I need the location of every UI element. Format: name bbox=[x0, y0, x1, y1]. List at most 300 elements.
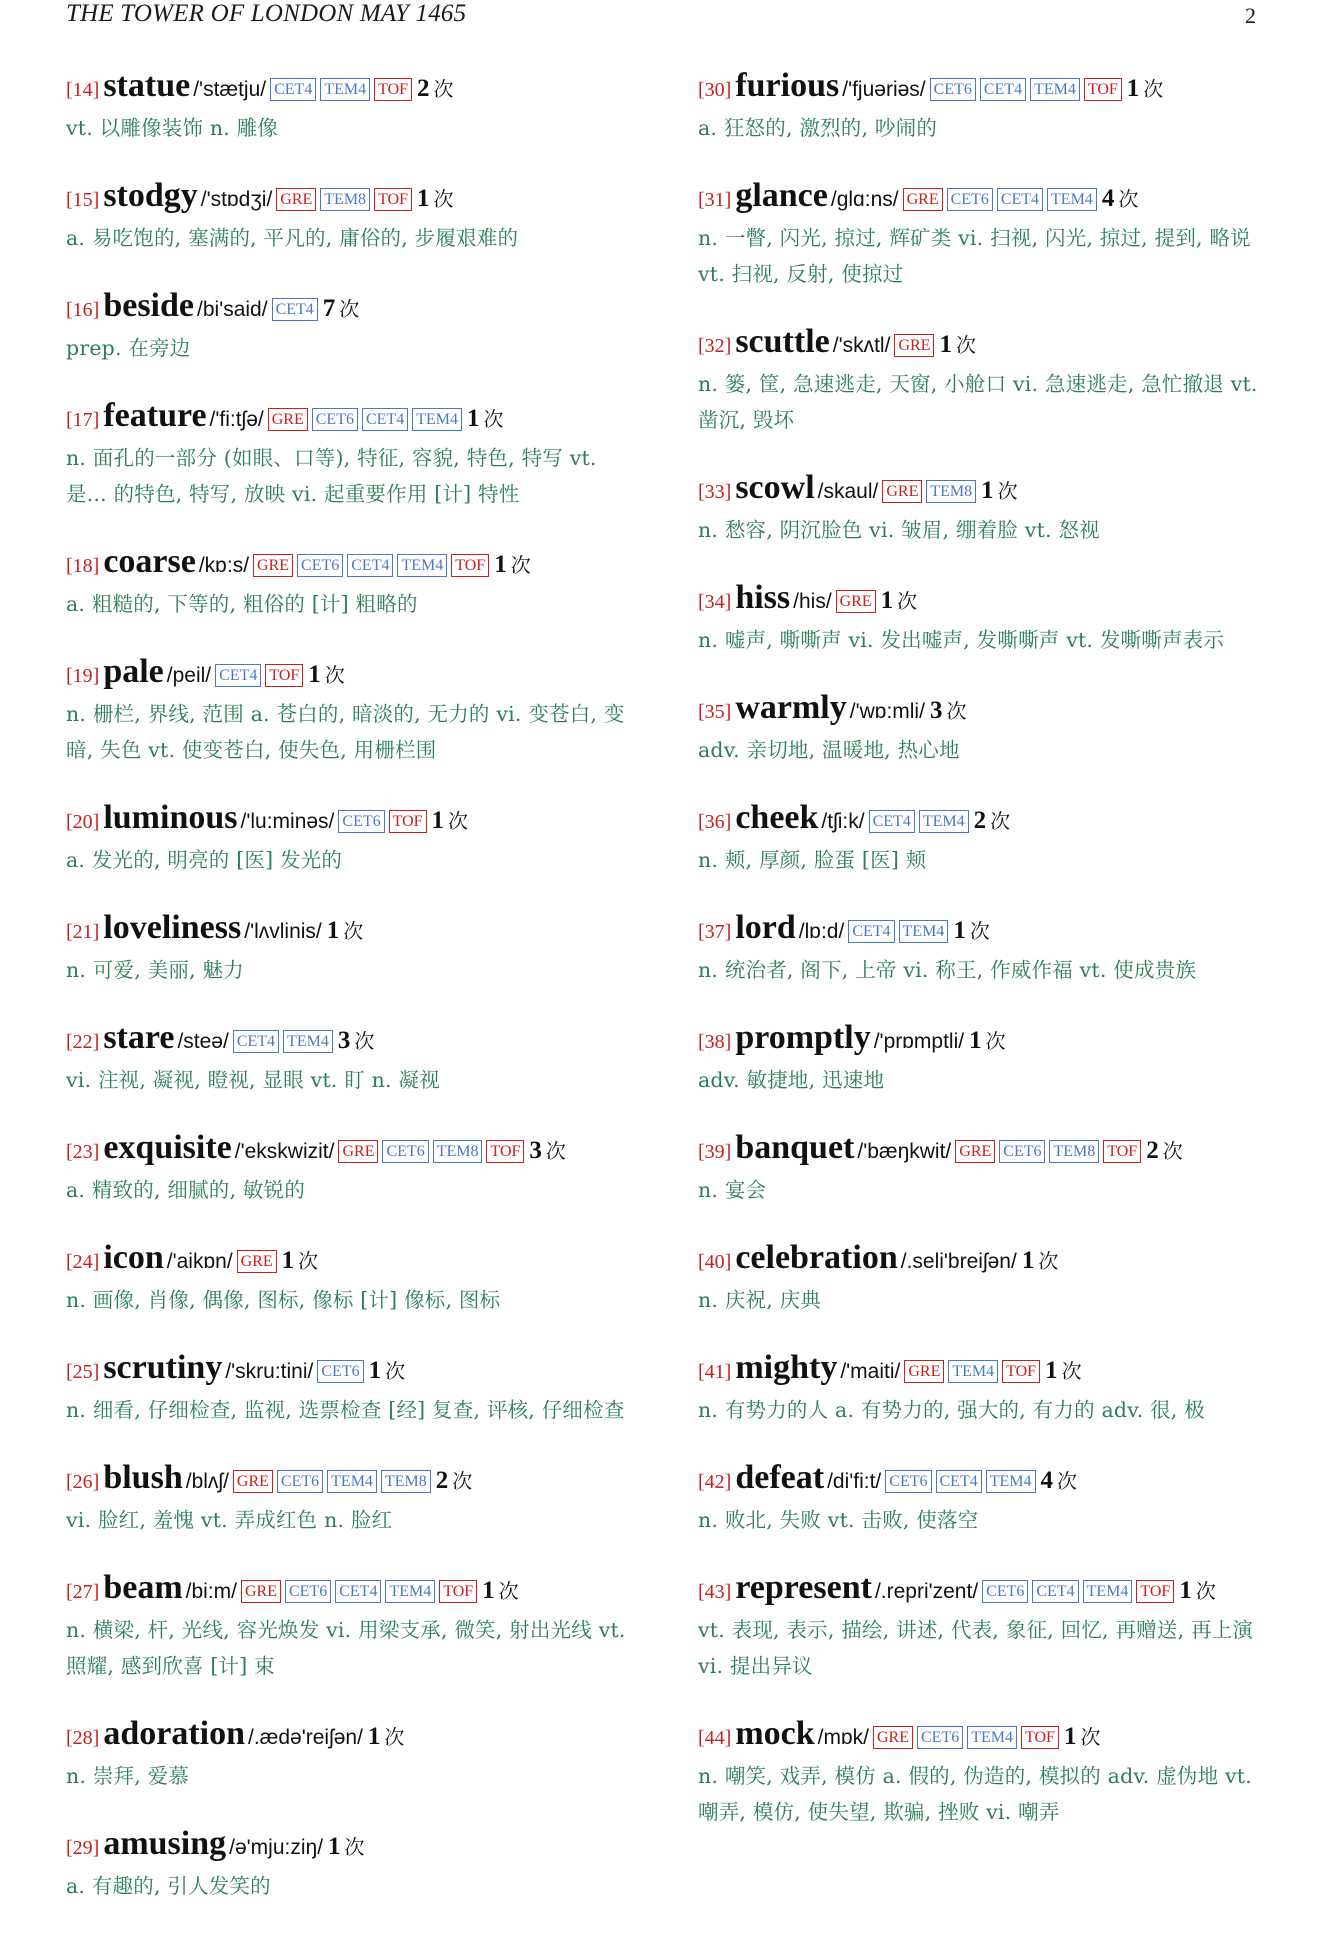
phonetic: /his/ bbox=[793, 590, 832, 613]
entry-index: [39] bbox=[698, 1141, 732, 1163]
headword: warmly bbox=[735, 689, 847, 726]
frequency-count: 1 bbox=[939, 331, 952, 358]
frequency-count: 1 bbox=[368, 1357, 382, 1384]
exam-tag: TOF bbox=[1002, 1360, 1040, 1383]
entry-headline bbox=[698, 908, 1272, 952]
entry-index: [15] bbox=[66, 189, 100, 211]
entry-headline bbox=[66, 286, 640, 330]
headword: beam bbox=[103, 1569, 183, 1606]
vocab-entry bbox=[66, 1128, 640, 1208]
frequency-count: 1 bbox=[326, 917, 340, 944]
frequency-count: 4 bbox=[1040, 1467, 1053, 1494]
definition: vt. 表现, 表示, 描绘, 讲述, 代表, 象征, 回忆, 再赠送, 再上演 vi. 提出异议 bbox=[698, 1618, 1254, 1678]
headword: cheek bbox=[735, 799, 819, 836]
entry-headline bbox=[698, 322, 1272, 366]
headword: luminous bbox=[103, 799, 238, 836]
entry-index: [35] bbox=[698, 701, 732, 723]
exam-tag: CET6 bbox=[312, 408, 358, 431]
exam-tag: GRE bbox=[233, 1470, 273, 1493]
vocab-entry bbox=[698, 1018, 1272, 1098]
frequency-count: 1 bbox=[1179, 1577, 1192, 1604]
headword: promptly bbox=[735, 1019, 871, 1056]
exam-tag: TEM8 bbox=[926, 480, 976, 503]
exam-tag: TOF bbox=[1136, 1580, 1174, 1603]
headword: pale bbox=[103, 653, 164, 690]
entry-headline bbox=[698, 1018, 1272, 1062]
headword: adoration bbox=[103, 1715, 246, 1752]
phonetic: /kɒ:s/ bbox=[198, 554, 250, 577]
frequency-count: 1 bbox=[953, 917, 966, 944]
vocab-entry bbox=[698, 468, 1272, 548]
headword: exquisite bbox=[103, 1129, 232, 1166]
exam-tag: CET6 bbox=[317, 1360, 363, 1383]
frequency-unit: 次 bbox=[343, 919, 364, 943]
headword: glance bbox=[735, 177, 828, 214]
exam-tag: TOF bbox=[1103, 1140, 1141, 1163]
entry-index: [37] bbox=[698, 921, 732, 943]
phonetic: /'skʌtl/ bbox=[832, 334, 891, 357]
frequency-unit: 次 bbox=[339, 297, 360, 321]
frequency-count: 1 bbox=[328, 1833, 341, 1860]
headword: banquet bbox=[735, 1129, 855, 1166]
entry-headline bbox=[66, 908, 640, 952]
definition: a. 易吃饱的, 塞满的, 平凡的, 庸俗的, 步履艰难的 bbox=[66, 226, 519, 250]
frequency-count: 1 bbox=[417, 185, 430, 212]
exam-tag: TEM8 bbox=[1049, 1140, 1099, 1163]
definition: n. 篓, 筐, 急速逃走, 天窗, 小舱口 vi. 急速逃走, 急忙撤退 vt. 凿沉, 毁坏 bbox=[698, 372, 1258, 432]
entry-headline bbox=[66, 1714, 640, 1758]
phonetic: /peil/ bbox=[166, 664, 212, 687]
definition: n. 可爱, 美丽, 魅力 bbox=[66, 958, 244, 982]
frequency-count: 3 bbox=[337, 1027, 351, 1054]
entry-index: [26] bbox=[66, 1471, 100, 1493]
phonetic: /'maiti/ bbox=[840, 1360, 901, 1383]
definition: n. 嘘声, 嘶嘶声 vi. 发出嘘声, 发嘶嘶声 vt. 发嘶嘶声表示 bbox=[698, 628, 1225, 652]
exam-tag: CET4 bbox=[335, 1580, 381, 1603]
definition: n. 统治者, 阁下, 上帝 vi. 称王, 作威作福 vt. 使成贵族 bbox=[698, 958, 1197, 982]
entry-index: [23] bbox=[66, 1141, 100, 1163]
definition: n. 颊, 厚颜, 脸蛋 [医] 颊 bbox=[698, 848, 927, 872]
phonetic: /bi:m/ bbox=[185, 1580, 237, 1603]
definition: vi. 脸红, 羞愧 vt. 弄成红色 n. 脸红 bbox=[66, 1508, 393, 1532]
exam-tag: TOF bbox=[451, 554, 489, 577]
frequency-count: 7 bbox=[322, 295, 336, 322]
entry-index: [36] bbox=[698, 811, 732, 833]
entry-headline bbox=[66, 1238, 640, 1282]
exam-tag: TOF bbox=[1084, 78, 1122, 101]
vocab-entry bbox=[66, 542, 640, 622]
frequency-unit: 次 bbox=[1057, 1469, 1077, 1493]
vocab-entry bbox=[66, 1824, 640, 1904]
entry-index: [20] bbox=[66, 811, 100, 833]
exam-tag: TOF bbox=[439, 1580, 477, 1603]
vocab-entry bbox=[698, 1348, 1272, 1428]
vocab-entry bbox=[66, 1568, 640, 1684]
headword: defeat bbox=[735, 1459, 825, 1496]
entry-index: [21] bbox=[66, 921, 100, 943]
vocab-entry bbox=[698, 66, 1272, 146]
exam-tag: TEM4 bbox=[397, 554, 447, 577]
frequency-count: 2 bbox=[417, 75, 430, 102]
frequency-count: 1 bbox=[1045, 1357, 1058, 1384]
entry-headline bbox=[698, 1714, 1272, 1758]
page-number: 2 bbox=[1245, 3, 1256, 28]
definition: n. 嘲笑, 戏弄, 模仿 a. 假的, 伪造的, 模拟的 adv. 虚伪地 vt. 嘲弄, 模仿, 使失望, 欺骗, 挫败 vi. 嘲弄 bbox=[698, 1764, 1252, 1824]
vocab-entry bbox=[66, 798, 640, 878]
vocab-entry bbox=[66, 1348, 640, 1428]
entry-headline bbox=[66, 176, 640, 220]
definition: n. 细看, 仔细检查, 监视, 选票检查 [经] 复查, 评核, 仔细检查 bbox=[66, 1398, 625, 1422]
frequency-count: 1 bbox=[482, 1577, 495, 1604]
right-column bbox=[698, 66, 1272, 1860]
exam-tag: CET4 bbox=[980, 78, 1026, 101]
vocab-entry bbox=[698, 908, 1272, 988]
entry-headline bbox=[698, 468, 1272, 512]
frequency-count: 4 bbox=[1101, 185, 1115, 212]
vocab-entry bbox=[698, 578, 1272, 658]
entry-index: [18] bbox=[66, 555, 100, 577]
frequency-unit: 次 bbox=[1162, 1139, 1183, 1163]
definition: n. 崇拜, 爱慕 bbox=[66, 1764, 190, 1788]
phonetic: /'fi:tʃə/ bbox=[209, 408, 264, 431]
definition: n. 画像, 肖像, 偶像, 图标, 像标 [计] 像标, 图标 bbox=[66, 1288, 501, 1312]
entry-headline bbox=[698, 578, 1272, 622]
frequency-count: 1 bbox=[466, 405, 480, 432]
left-column bbox=[66, 66, 640, 1934]
exam-tag: TOF bbox=[374, 188, 412, 211]
phonetic: /skaul/ bbox=[817, 480, 879, 503]
phonetic: /'stɒdʒi/ bbox=[200, 188, 273, 211]
exam-tag: GRE bbox=[241, 1580, 281, 1603]
exam-tag: TEM4 bbox=[948, 1360, 998, 1383]
entry-index: [29] bbox=[66, 1837, 100, 1859]
exam-tag: CET6 bbox=[917, 1726, 963, 1749]
vocab-entry bbox=[66, 1714, 640, 1794]
frequency-count: 1 bbox=[880, 587, 894, 614]
exam-tag: TEM4 bbox=[385, 1580, 435, 1603]
definition: a. 发光的, 明亮的 [医] 发光的 bbox=[66, 848, 343, 872]
phonetic: /bi'said/ bbox=[197, 298, 268, 321]
entry-index: [22] bbox=[66, 1031, 100, 1053]
definition: vt. 以雕像装饰 n. 雕像 bbox=[66, 116, 279, 140]
frequency-count: 1 bbox=[1126, 75, 1140, 102]
frequency-unit: 次 bbox=[545, 1139, 566, 1163]
exam-tag: CET6 bbox=[285, 1580, 331, 1603]
frequency-unit: 次 bbox=[1195, 1579, 1216, 1603]
definition: adv. 敏捷地, 迅速地 bbox=[698, 1068, 885, 1092]
frequency-unit: 次 bbox=[324, 663, 345, 687]
phonetic: /'lu:minəs/ bbox=[240, 810, 335, 833]
entry-index: [17] bbox=[66, 409, 100, 431]
definition: a. 粗糙的, 下等的, 粗俗的 [计] 粗略的 bbox=[66, 592, 418, 616]
phonetic: /'ekskwizit/ bbox=[234, 1140, 335, 1163]
phonetic: /blʌʃ/ bbox=[185, 1470, 229, 1493]
entry-index: [40] bbox=[698, 1251, 732, 1273]
frequency-count: 1 bbox=[981, 477, 994, 504]
entry-headline bbox=[66, 1128, 640, 1172]
exam-tag: GRE bbox=[903, 188, 943, 211]
exam-tag: CET6 bbox=[338, 810, 384, 833]
exam-tag: CET6 bbox=[930, 78, 976, 101]
entry-index: [42] bbox=[698, 1471, 732, 1493]
entry-headline bbox=[698, 1128, 1272, 1172]
headword: stare bbox=[103, 1019, 175, 1056]
headword: stodgy bbox=[103, 177, 198, 214]
entry-index: [30] bbox=[698, 79, 732, 101]
headword: coarse bbox=[103, 543, 196, 580]
frequency-unit: 次 bbox=[969, 919, 990, 943]
definition: n. 面孔的一部分 (如眼、口等), 特征, 容貌, 特色, 特写 vt. 是... 的特色, 特写, 放映 vi. 起重要作用 [计] 特性 bbox=[66, 446, 597, 506]
vocab-entry bbox=[698, 1568, 1272, 1684]
exam-tag: TOF bbox=[1021, 1726, 1059, 1749]
exam-tag: GRE bbox=[955, 1140, 995, 1163]
definition: n. 庆祝, 庆典 bbox=[698, 1288, 822, 1312]
vocab-entry bbox=[698, 1128, 1272, 1208]
frequency-unit: 次 bbox=[498, 1579, 519, 1603]
phonetic: /'bæŋkwit/ bbox=[857, 1140, 952, 1163]
exam-tag: GRE bbox=[894, 334, 934, 357]
phonetic: /mɒk/ bbox=[817, 1726, 869, 1749]
phonetic: /di'fi:t/ bbox=[827, 1470, 882, 1493]
frequency-unit: 次 bbox=[433, 187, 454, 211]
exam-tag: TEM4 bbox=[919, 810, 969, 833]
exam-tag: CET4 bbox=[272, 298, 318, 321]
definition: n. 败北, 失败 vt. 击败, 使落空 bbox=[698, 1508, 979, 1532]
entry-headline bbox=[698, 1568, 1272, 1612]
definition: n. 宴会 bbox=[698, 1178, 767, 1202]
vocab-entry bbox=[66, 396, 640, 512]
headword: mock bbox=[735, 1715, 815, 1752]
exam-tag: GRE bbox=[836, 590, 876, 613]
vocab-entry bbox=[66, 1018, 640, 1098]
entry-index: [31] bbox=[698, 189, 732, 211]
entry-headline bbox=[66, 396, 640, 440]
entry-index: [41] bbox=[698, 1361, 732, 1383]
frequency-count: 1 bbox=[431, 807, 445, 834]
frequency-unit: 次 bbox=[1143, 77, 1164, 101]
frequency-unit: 次 bbox=[384, 1725, 405, 1749]
exam-tag: CET6 bbox=[999, 1140, 1045, 1163]
entry-headline bbox=[698, 176, 1272, 220]
frequency-unit: 次 bbox=[510, 553, 531, 577]
entry-headline bbox=[66, 1458, 640, 1502]
definition: prep. 在旁边 bbox=[66, 336, 191, 360]
headword: blush bbox=[103, 1459, 183, 1496]
exam-tag: CET4 bbox=[997, 188, 1043, 211]
phonetic: /'fjuəriəs/ bbox=[842, 78, 926, 101]
exam-tag: CET6 bbox=[982, 1580, 1028, 1603]
entry-headline bbox=[66, 798, 640, 842]
phonetic: /'skru:tini/ bbox=[225, 1360, 314, 1383]
entry-index: [28] bbox=[66, 1727, 100, 1749]
exam-tag: TEM4 bbox=[1047, 188, 1097, 211]
exam-tag: TEM4 bbox=[899, 920, 949, 943]
headword: feature bbox=[103, 397, 207, 434]
phonetic: /steə/ bbox=[177, 1030, 229, 1053]
exam-tag: GRE bbox=[276, 188, 316, 211]
entry-headline bbox=[698, 1458, 1272, 1502]
book-title: THE TOWER OF LONDON MAY 1465 bbox=[66, 0, 467, 27]
exam-tag: TEM4 bbox=[412, 408, 462, 431]
entry-headline bbox=[66, 66, 640, 110]
frequency-count: 2 bbox=[435, 1467, 449, 1494]
frequency-unit: 次 bbox=[344, 1835, 365, 1859]
frequency-unit: 次 bbox=[483, 407, 504, 431]
frequency-count: 1 bbox=[367, 1723, 381, 1750]
entry-index: [44] bbox=[698, 1727, 732, 1749]
entry-headline bbox=[66, 652, 640, 696]
entry-headline bbox=[66, 1568, 640, 1612]
headword: celebration bbox=[735, 1239, 898, 1276]
vocab-entry bbox=[66, 176, 640, 256]
exam-tag: TOF bbox=[374, 78, 412, 101]
exam-tag: TEM8 bbox=[320, 188, 370, 211]
headword: scrutiny bbox=[103, 1349, 223, 1386]
frequency-unit: 次 bbox=[946, 699, 967, 723]
exam-tag: CET4 bbox=[936, 1470, 982, 1493]
vocab-entry bbox=[66, 66, 640, 146]
exam-tag: TEM4 bbox=[283, 1030, 333, 1053]
exam-tag: TOF bbox=[486, 1140, 524, 1163]
definition: adv. 亲切地, 温暖地, 热心地 bbox=[698, 738, 960, 762]
entry-headline bbox=[66, 1348, 640, 1392]
frequency-unit: 次 bbox=[354, 1029, 375, 1053]
frequency-unit: 次 bbox=[1080, 1725, 1101, 1749]
exam-tag: GRE bbox=[237, 1250, 277, 1273]
definition: n. 横梁, 杆, 光线, 容光焕发 vi. 用梁支承, 微笑, 射出光线 vt. 照耀, 感到欣喜 [计] 束 bbox=[66, 1618, 626, 1678]
vocab-entry bbox=[698, 1458, 1272, 1538]
frequency-count: 2 bbox=[1146, 1137, 1159, 1164]
frequency-count: 1 bbox=[281, 1247, 295, 1274]
entry-headline bbox=[66, 1018, 640, 1062]
vocab-entry bbox=[66, 1238, 640, 1318]
definition: a. 狂怒的, 激烈的, 吵闹的 bbox=[698, 116, 938, 140]
headword: hiss bbox=[735, 579, 791, 616]
exam-tag: TOF bbox=[389, 810, 427, 833]
headword: represent bbox=[735, 1569, 872, 1606]
frequency-unit: 次 bbox=[985, 1029, 1006, 1053]
exam-tag: TEM4 bbox=[320, 78, 370, 101]
exam-tag: CET6 bbox=[297, 554, 343, 577]
entry-headline bbox=[698, 688, 1272, 732]
entry-index: [32] bbox=[698, 335, 732, 357]
frequency-count: 1 bbox=[1021, 1247, 1035, 1274]
frequency-count: 1 bbox=[308, 661, 321, 688]
exam-tag: GRE bbox=[253, 554, 293, 577]
exam-tag: CET6 bbox=[277, 1470, 323, 1493]
vocab-entry bbox=[66, 1458, 640, 1538]
phonetic: /'wɒ:mli/ bbox=[849, 700, 925, 723]
entry-headline bbox=[66, 1824, 640, 1868]
frequency-unit: 次 bbox=[1118, 187, 1139, 211]
headword: icon bbox=[103, 1239, 164, 1276]
exam-tag: CET4 bbox=[215, 664, 261, 687]
entry-index: [24] bbox=[66, 1251, 100, 1273]
headword: amusing bbox=[103, 1825, 227, 1862]
exam-tag: TEM8 bbox=[433, 1140, 483, 1163]
vocab-entry bbox=[698, 1714, 1272, 1830]
exam-tag: CET4 bbox=[347, 554, 393, 577]
definition: a. 有趣的, 引人发笑的 bbox=[66, 1874, 271, 1898]
exam-tag: TEM4 bbox=[986, 1470, 1036, 1493]
entry-headline bbox=[698, 1238, 1272, 1282]
exam-tag: CET6 bbox=[885, 1470, 931, 1493]
entry-index: [27] bbox=[66, 1581, 100, 1603]
definition: vi. 注视, 凝视, 瞪视, 显眼 vt. 盯 n. 凝视 bbox=[66, 1068, 440, 1092]
vocab-entry bbox=[66, 286, 640, 366]
exam-tag: TEM4 bbox=[1083, 1580, 1133, 1603]
vocab-entry bbox=[698, 176, 1272, 292]
frequency-count: 3 bbox=[529, 1137, 542, 1164]
exam-tag: CET4 bbox=[270, 78, 316, 101]
vocab-entry bbox=[66, 908, 640, 988]
exam-tag: TOF bbox=[265, 664, 303, 687]
exam-tag: GRE bbox=[882, 480, 922, 503]
phonetic: /'lʌvlinis/ bbox=[244, 920, 322, 943]
frequency-count: 1 bbox=[494, 551, 507, 578]
frequency-unit: 次 bbox=[385, 1359, 406, 1383]
phonetic: /tʃi:k/ bbox=[821, 810, 865, 833]
entry-index: [19] bbox=[66, 665, 100, 687]
exam-tag: CET6 bbox=[382, 1140, 428, 1163]
definition: n. 愁容, 阴沉脸色 vi. 皱眉, 绷着脸 vt. 怒视 bbox=[698, 518, 1100, 542]
frequency-count: 2 bbox=[973, 807, 987, 834]
vocab-entry bbox=[698, 798, 1272, 878]
entry-index: [16] bbox=[66, 299, 100, 321]
frequency-unit: 次 bbox=[1061, 1359, 1082, 1383]
phonetic: /'stætju/ bbox=[193, 78, 267, 101]
entry-index: [14] bbox=[66, 79, 100, 101]
entry-index: [38] bbox=[698, 1031, 732, 1053]
exam-tag: GRE bbox=[904, 1360, 944, 1383]
phonetic: /.ædə'reiʃən/ bbox=[248, 1726, 363, 1749]
headword: furious bbox=[735, 67, 840, 104]
entry-headline bbox=[698, 66, 1272, 110]
frequency-unit: 次 bbox=[897, 589, 918, 613]
vocab-entry bbox=[698, 688, 1272, 768]
entry-headline bbox=[698, 1348, 1272, 1392]
exam-tag: CET4 bbox=[848, 920, 894, 943]
headword: scowl bbox=[735, 469, 815, 506]
entry-headline bbox=[698, 798, 1272, 842]
frequency-unit: 次 bbox=[1038, 1249, 1059, 1273]
entry-index: [34] bbox=[698, 591, 732, 613]
entry-index: [43] bbox=[698, 1581, 732, 1603]
headword: statue bbox=[103, 67, 191, 104]
frequency-unit: 次 bbox=[448, 809, 469, 833]
entry-headline bbox=[66, 542, 640, 586]
entry-index: [25] bbox=[66, 1361, 100, 1383]
phonetic: /glɑ:ns/ bbox=[830, 188, 899, 211]
exam-tag: GRE bbox=[338, 1140, 378, 1163]
frequency-count: 1 bbox=[1063, 1723, 1077, 1750]
headword: lord bbox=[735, 909, 796, 946]
exam-tag: GRE bbox=[268, 408, 308, 431]
page-header bbox=[66, 0, 1256, 30]
phonetic: /.seli'breiʃən/ bbox=[900, 1250, 1017, 1273]
frequency-unit: 次 bbox=[452, 1469, 473, 1493]
exam-tag: CET4 bbox=[1032, 1580, 1078, 1603]
headword: scuttle bbox=[735, 323, 830, 360]
vocab-entry bbox=[698, 1238, 1272, 1318]
exam-tag: GRE bbox=[873, 1726, 913, 1749]
definition: n. 栅栏, 界线, 范围 a. 苍白的, 暗淡的, 无力的 vi. 变苍白, 变暗, 失色 vt. 使变苍白, 使失色, 用栅栏围 bbox=[66, 702, 625, 762]
frequency-unit: 次 bbox=[990, 809, 1011, 833]
exam-tag: CET4 bbox=[233, 1030, 279, 1053]
frequency-unit: 次 bbox=[955, 333, 976, 357]
phonetic: /ə'mju:ziŋ/ bbox=[229, 1836, 324, 1859]
exam-tag: CET4 bbox=[869, 810, 915, 833]
